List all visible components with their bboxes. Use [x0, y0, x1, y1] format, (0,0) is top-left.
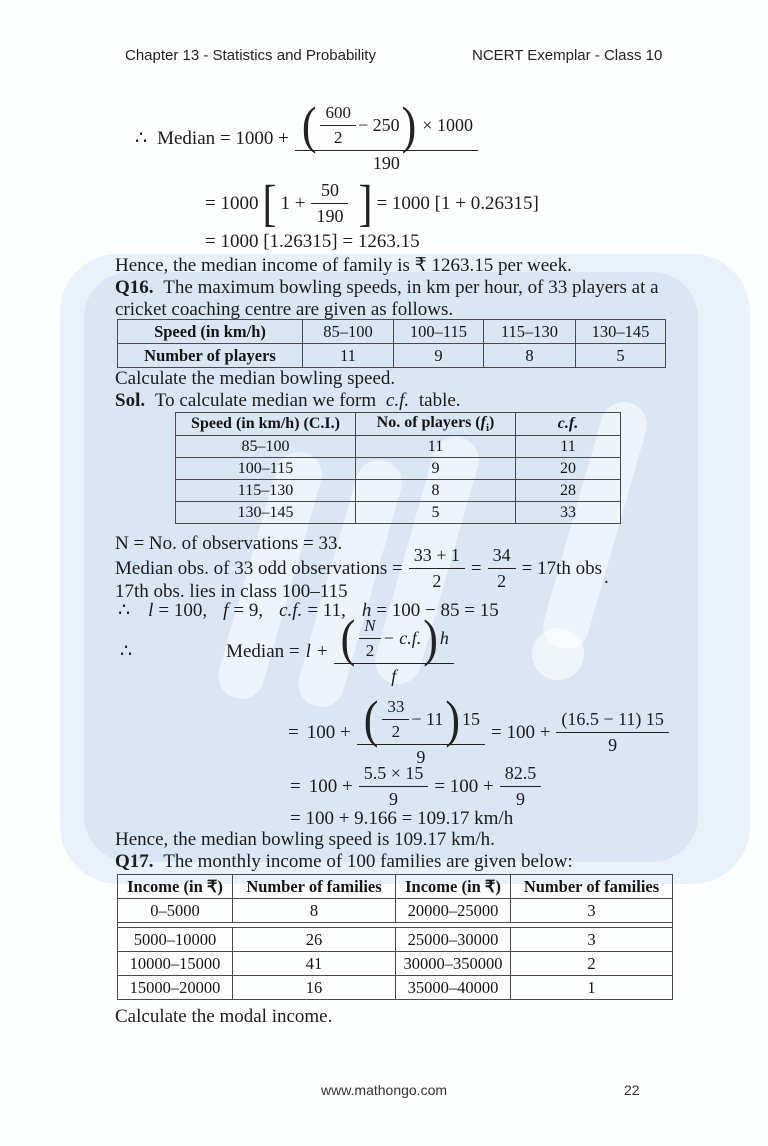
N-variable: N [364, 616, 376, 635]
table-row [176, 502, 621, 524]
table-row [176, 480, 621, 502]
term: 1 + [280, 192, 306, 214]
sol-label: Sol. [115, 390, 146, 411]
conclusion-median-speed: Hence, the median bowling speed is 109.17 km/h. [115, 829, 495, 850]
left-paren: ( [363, 690, 379, 748]
question-17 [115, 851, 573, 873]
fraction [311, 180, 348, 227]
table-cell: 8 [484, 344, 576, 368]
table-header-cell: c.f. [516, 413, 621, 436]
table-cell: 100–115 [176, 458, 356, 480]
formula-result: = 100 + 9.166 = 109.17 km/h [290, 808, 514, 829]
table-cell: 100–115 [394, 320, 484, 344]
f-variable: f [223, 599, 229, 621]
formula-median-income [135, 96, 484, 174]
table-cell: 1 [511, 976, 673, 1000]
cf-italic: c.f. [385, 390, 410, 411]
page-number: 22 [624, 1082, 640, 1098]
l-variable: l [305, 640, 311, 662]
equals: = [288, 721, 299, 743]
term: − 250 [357, 115, 400, 135]
fraction-denominator: 2 [488, 568, 516, 592]
table-cell: 9 [394, 344, 484, 368]
header-text: ) [489, 414, 495, 431]
term: = 1000 [205, 192, 259, 214]
question-label: Q16. [115, 277, 154, 298]
table-cell: 15000–20000 [118, 976, 233, 1000]
table-cell: 30000–350000 [396, 952, 511, 976]
speed-table [117, 319, 666, 368]
table-cell: 5 [356, 502, 516, 524]
table-cell: 25000–30000 [396, 928, 511, 952]
left-paren: ( [340, 609, 356, 667]
fraction-denominator: 9 [556, 732, 668, 756]
table-cell: 16 [233, 976, 396, 1000]
fraction-numerator: 34 [492, 545, 511, 565]
term: = 17th obs [521, 557, 603, 579]
cf-table [175, 412, 621, 524]
fraction [556, 709, 668, 756]
table-cell: 10000–15000 [118, 952, 233, 976]
fraction [357, 690, 485, 768]
fraction [359, 763, 429, 810]
table-cell: 5 [576, 344, 666, 368]
formula-lead: Median = 1000 + [157, 127, 289, 149]
fraction-numerator [334, 609, 454, 667]
fraction-numerator [357, 690, 485, 748]
term: = 100 − 85 = 15 [376, 599, 499, 621]
therefore-symbol: ∴ [120, 641, 133, 662]
fraction [488, 545, 516, 592]
table-cell: 85–100 [176, 436, 356, 458]
header-chapter: Chapter 13 - Statistics and Probability [125, 47, 376, 64]
table-cell: 28 [516, 480, 621, 502]
table-cell: 115–130 [176, 480, 356, 502]
table-row [118, 899, 673, 923]
question-label: Q17. [115, 851, 154, 872]
sol-text: To calculate median we form [154, 390, 377, 411]
n-observations: N = No. of observations = 33. [115, 533, 343, 554]
class-line: 17th obs. lies in class 100–115 [115, 581, 348, 602]
nested-fraction [382, 697, 409, 742]
table-cell: 11 [516, 436, 621, 458]
formula-lead: Median = [226, 640, 300, 662]
table-cell: 9 [356, 458, 516, 480]
table-cell: 35000–40000 [396, 976, 511, 1000]
fraction-numerator: 50 [320, 180, 339, 200]
right-paren: ) [445, 690, 460, 748]
fraction [295, 96, 478, 174]
income-table [117, 874, 673, 1000]
question-16 [115, 277, 667, 321]
term: × 1000 [422, 115, 473, 135]
table-cell: 11 [303, 344, 394, 368]
fraction-denominator: 9 [359, 786, 429, 810]
table-cell: 3 [511, 899, 673, 923]
term: 100 + [308, 775, 353, 797]
table-header-cell: Number of players [118, 344, 303, 368]
nested-den: 2 [359, 638, 380, 661]
table-header-cell: Number of families [233, 875, 396, 899]
nested-fraction [359, 616, 380, 661]
f-subscript: i [485, 422, 490, 435]
therefore-symbol: ∴ [135, 128, 148, 149]
f-variable: f [334, 663, 454, 687]
table-row [118, 320, 666, 344]
fraction [334, 609, 454, 687]
solution-intro [115, 390, 461, 412]
header-text: No. of players ( [376, 414, 481, 431]
table-cell: 5000–10000 [118, 928, 233, 952]
table-row [118, 875, 673, 899]
table-cell: 20000–25000 [396, 899, 511, 923]
h-variable: h [439, 628, 449, 648]
formula-result: = 1000 [1.26315] = 1263.15 [205, 231, 420, 252]
therefore-symbol: ∴ [118, 600, 131, 621]
f-variable: f [480, 414, 486, 431]
table-header-cell: Number of families [511, 875, 673, 899]
sol-text: table. [418, 390, 461, 411]
term: = 100 + [490, 721, 551, 743]
left-bracket: [ [262, 175, 277, 232]
table-cell: 33 [516, 502, 621, 524]
table-cell: 2 [511, 952, 673, 976]
question-text: The maximum bowling speeds, in km per hour, of 33 players at a cricket coaching centre are given as follows. [115, 277, 659, 320]
table-header-cell: Speed (in km/h) (C.I.) [176, 413, 356, 436]
term: − 11 [411, 709, 444, 729]
equals: = [470, 557, 482, 579]
cf-variable: c.f. [279, 599, 303, 621]
table-cell: 115–130 [484, 320, 576, 344]
fraction [500, 763, 542, 810]
nested-den: 2 [382, 719, 409, 742]
table-header-cell: Speed (in km/h) [118, 320, 303, 344]
q17-instruction: Calculate the modal income. [115, 1006, 333, 1027]
fraction-denominator: 2 [409, 568, 465, 592]
fraction-numerator: 33 + 1 [413, 545, 460, 565]
table-cell: 3 [511, 928, 673, 952]
right-bracket: ] [358, 175, 373, 232]
plus: + [316, 640, 328, 662]
right-paren: ) [401, 96, 417, 154]
table-cell: 26 [233, 928, 396, 952]
nested-fraction [320, 103, 356, 148]
formula-step [290, 763, 547, 810]
term: = 100, [158, 599, 208, 621]
term: Median obs. of 33 odd observations = [115, 557, 403, 579]
table-row [176, 413, 621, 436]
table-cell: 20 [516, 458, 621, 480]
table-row [176, 436, 621, 458]
fraction-numerator: (16.5 − 11) 15 [561, 709, 664, 729]
equals: = [290, 775, 301, 797]
table-cell: 41 [233, 952, 396, 976]
fraction-denominator: 9 [357, 744, 485, 768]
table-cell: 0–5000 [118, 899, 233, 923]
table-cell: 85–100 [303, 320, 394, 344]
watermark-dot [532, 628, 584, 680]
table-header-cell: Income (in ₹) [396, 875, 511, 899]
term: = 100 + [434, 775, 494, 797]
table-row [176, 458, 621, 480]
formula-step [205, 175, 539, 232]
fraction-numerator: 5.5 × 15 [363, 763, 424, 783]
nested-num: 33 [387, 697, 405, 716]
term: 15 [461, 709, 480, 729]
term: = 11, [307, 599, 346, 621]
question-text: The monthly income of 100 families are given below: [163, 851, 573, 872]
table-header-cell [356, 413, 516, 436]
table-row [118, 928, 673, 952]
term: − c.f. [382, 628, 422, 648]
table-header-cell: Income (in ₹) [118, 875, 233, 899]
table-row [118, 344, 666, 368]
right-paren: ) [423, 609, 438, 667]
nested-num: 600 [325, 103, 351, 122]
header-book: NCERT Exemplar - Class 10 [472, 47, 663, 64]
fraction-numerator [295, 96, 478, 154]
table-cell: 130–145 [576, 320, 666, 344]
fraction-numerator: 82.5 [504, 763, 537, 783]
nested-den: 2 [320, 125, 356, 148]
period: . [604, 567, 609, 588]
l-variable: l [148, 599, 154, 621]
formula-step [288, 690, 675, 768]
conclusion-median-income: Hence, the median income of family is ₹ 1263.15 per week. [115, 255, 572, 276]
fraction-denominator: 9 [500, 786, 542, 810]
left-paren: ( [301, 96, 317, 154]
term: 100 + [306, 721, 351, 743]
table-cell: 8 [233, 899, 396, 923]
fraction-denominator: 190 [311, 203, 348, 227]
table-row [118, 952, 673, 976]
table-cell: 11 [356, 436, 516, 458]
table-cell: 8 [356, 480, 516, 502]
table-cell: 130–145 [176, 502, 356, 524]
q16-instruction: Calculate the median bowling speed. [115, 368, 396, 389]
fraction-denominator: 190 [295, 150, 478, 174]
fraction [409, 545, 465, 592]
table-row [118, 976, 673, 1000]
term: = 9, [233, 599, 264, 621]
footer-url: www.mathongo.com [320, 1082, 448, 1098]
h-variable: h [361, 599, 372, 621]
term: = 1000 [1 + 0.26315] [376, 192, 539, 214]
